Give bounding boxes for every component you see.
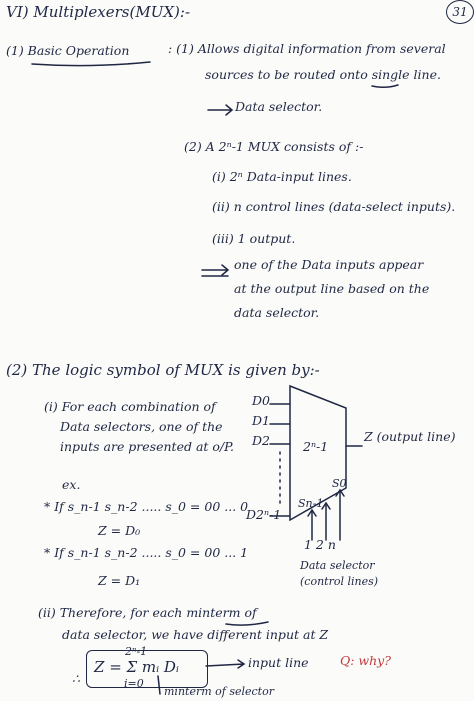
- point1-line: (i) For each combination of: [44, 399, 216, 414]
- therefore-symbol: ∴: [72, 671, 80, 686]
- if-condition-1: * If s_n-1 s_n-2 ..... s_0 = 00 ... 0: [44, 499, 249, 514]
- minterm-label: minterm of selector: [164, 685, 274, 698]
- section-heading: VI) Multiplexers(MUX):-: [6, 3, 191, 21]
- mux-consists-line: (2) A 2ⁿ-1 MUX consists of :-: [184, 139, 364, 154]
- data-selector-note: Data selector.: [235, 99, 323, 114]
- selector-numbers: 1 2 n: [304, 537, 336, 552]
- point2-line: (ii) Therefore, for each minterm of: [38, 605, 257, 620]
- point1-line: inputs are presented at o/P.: [60, 439, 234, 454]
- sum-upper-limit: 2ⁿ-1: [125, 645, 148, 658]
- underline-minterm: [226, 622, 268, 625]
- input-line-label: input line: [248, 655, 309, 670]
- if-condition-2: * If s_n-1 s_n-2 ..... s_0 = 00 ... 1: [44, 545, 249, 560]
- logic-symbol-heading: (2) The logic symbol of MUX is given by:-: [6, 361, 320, 379]
- sum-lower-limit: i=0: [124, 677, 144, 690]
- result-1: Z = D₀: [98, 523, 141, 538]
- example-label: ex.: [62, 477, 81, 492]
- arrow-input-line: [206, 660, 244, 668]
- input-label-dlast: D2ⁿ-1: [246, 507, 282, 522]
- input-label-d1: D1: [252, 413, 270, 428]
- equation: Z = Σ mᵢ Dᵢ: [94, 658, 179, 676]
- sources-line: sources to be routed onto single line.: [205, 67, 441, 82]
- output-label: Z (output line): [364, 429, 456, 444]
- selector-caption: Data selector: [300, 559, 375, 572]
- selector-s0: S0: [332, 477, 347, 490]
- mux-block: [290, 386, 346, 520]
- underline-single: [372, 85, 398, 87]
- input-label-d2: D2: [252, 433, 270, 448]
- allows-line: : (1) Allows digital information from several: [168, 41, 446, 56]
- arrow-data-selector: [208, 105, 232, 115]
- consists-item: (iii) 1 output.: [212, 231, 296, 246]
- input-label-d0: D0: [252, 393, 270, 408]
- arrow-conclusion: [202, 265, 228, 275]
- basic-operation-label: (1) Basic Operation: [6, 43, 130, 58]
- conclusion-line: data selector.: [234, 305, 320, 320]
- consists-item: (ii) n control lines (data-select inputs).: [212, 199, 456, 214]
- consists-item: (i) 2ⁿ Data-input lines.: [212, 169, 352, 184]
- point1-line: Data selectors, one of the: [60, 419, 223, 434]
- underline-basic-operation: [32, 62, 150, 66]
- conclusion-line: one of the Data inputs appear: [234, 257, 424, 272]
- mux-center-label: 2ⁿ-1: [303, 439, 329, 454]
- point2-line: data selector, we have different input at Z: [62, 627, 329, 642]
- conclusion-line: at the output line based on the: [234, 281, 430, 296]
- page-number: 31: [446, 0, 474, 24]
- selector-caption: (control lines): [300, 575, 379, 588]
- question-note: Q: why?: [340, 653, 391, 668]
- result-2: Z = D₁: [98, 573, 141, 588]
- selector-sn1: Sn-1: [298, 497, 324, 510]
